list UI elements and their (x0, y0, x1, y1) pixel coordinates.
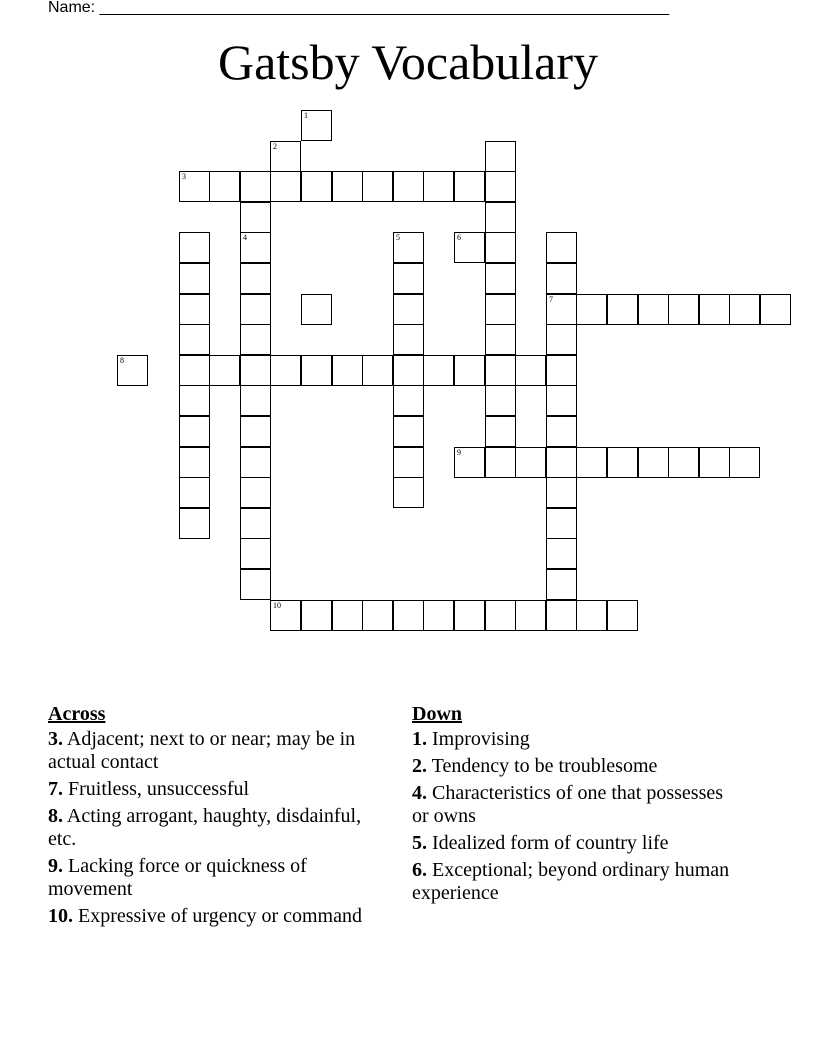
clue-down-2 (412, 755, 742, 778)
grid-cell[interactable] (332, 600, 363, 631)
grid-cell[interactable] (546, 385, 577, 416)
clue-number: 7. (48, 778, 63, 800)
clue-text: Improvising (432, 728, 530, 750)
grid-cell[interactable] (240, 294, 271, 325)
grid-cell[interactable] (179, 324, 210, 355)
grid-cell[interactable] (179, 416, 210, 447)
grid-cell[interactable] (607, 447, 638, 478)
clue-across-3 (48, 728, 378, 774)
grid-cell[interactable] (546, 355, 577, 386)
clue-down-1 (412, 728, 742, 751)
clue-down-6 (412, 859, 742, 905)
grid-cell[interactable] (393, 447, 424, 478)
grid-cell[interactable] (332, 171, 363, 202)
clue-across-9 (48, 855, 378, 901)
grid-cell[interactable] (362, 171, 393, 202)
clue-text: Fruitless, unsuccessful (68, 778, 250, 800)
clue-number-label: 9 (457, 448, 461, 457)
grid-cell[interactable] (454, 171, 485, 202)
grid-cell[interactable] (240, 447, 271, 478)
grid-cell[interactable] (393, 263, 424, 294)
grid-cell[interactable] (393, 600, 424, 631)
clue-text: Expressive of urgency or command (78, 905, 362, 927)
grid-cell[interactable] (240, 538, 271, 569)
grid-cell[interactable] (393, 416, 424, 447)
grid-cell[interactable] (638, 294, 669, 325)
page-title: Gatsby Vocabulary (217, 34, 599, 90)
grid-cell[interactable] (485, 263, 516, 294)
grid-cell[interactable] (301, 110, 332, 141)
grid-cell[interactable] (668, 447, 699, 478)
grid-cell[interactable] (546, 324, 577, 355)
grid-cell[interactable] (240, 477, 271, 508)
clue-text: Lacking force or quickness of movement (48, 855, 307, 900)
grid-cell[interactable] (393, 477, 424, 508)
clue-number: 5. (412, 832, 427, 854)
grid-cell[interactable] (393, 385, 424, 416)
clue-text: Acting arrogant, haughty, disdainful, etc. (48, 805, 362, 850)
grid-cell[interactable] (301, 355, 332, 386)
across-heading: Across (48, 703, 106, 725)
grid-cell[interactable] (546, 538, 577, 569)
grid-cell[interactable] (240, 416, 271, 447)
grid-cell[interactable] (546, 508, 577, 539)
grid-cell[interactable] (179, 447, 210, 478)
clue-text: Tendency to be troublesome (431, 755, 658, 777)
grid-cell[interactable] (546, 600, 577, 631)
grid-cell[interactable] (209, 355, 240, 386)
grid-cell[interactable] (179, 171, 210, 202)
clue-number-label: 5 (396, 233, 400, 242)
grid-cell[interactable] (515, 355, 546, 386)
clue-text: Adjacent; next to or near; may be in actual contact (48, 728, 356, 773)
grid-cell[interactable] (668, 294, 699, 325)
grid-cell[interactable] (332, 355, 363, 386)
clue-across-8 (48, 805, 378, 851)
grid-cell[interactable] (423, 171, 454, 202)
grid-cell[interactable] (240, 263, 271, 294)
grid-cell[interactable] (240, 171, 271, 202)
grid-cell[interactable] (240, 324, 271, 355)
grid-cell[interactable] (485, 294, 516, 325)
grid-cell[interactable] (393, 355, 424, 386)
clue-number: 3. (48, 728, 63, 750)
grid-cell[interactable] (454, 355, 485, 386)
grid-cell[interactable] (240, 355, 271, 386)
grid-cell[interactable] (607, 600, 638, 631)
grid-cell[interactable] (423, 600, 454, 631)
clue-number: 6. (412, 859, 427, 881)
grid-cell[interactable] (699, 447, 730, 478)
grid-cell[interactable] (607, 294, 638, 325)
grid-cell[interactable] (485, 232, 516, 263)
grid-cell[interactable] (729, 294, 760, 325)
grid-cell[interactable] (638, 447, 669, 478)
clue-text: Exceptional; beyond ordinary human experience (412, 859, 730, 904)
grid-cell[interactable] (393, 232, 424, 263)
down-heading: Down (412, 703, 463, 725)
grid-cell[interactable] (240, 202, 271, 233)
grid-cell[interactable] (546, 416, 577, 447)
grid-cell[interactable] (485, 202, 516, 233)
grid-cell[interactable] (546, 447, 577, 478)
grid-cell[interactable] (485, 447, 516, 478)
grid-cell[interactable] (546, 569, 577, 600)
grid-cell[interactable] (270, 171, 301, 202)
clue-number: 1. (412, 728, 427, 750)
grid-cell[interactable] (179, 263, 210, 294)
clue-down-5 (412, 832, 742, 855)
grid-cell[interactable] (270, 141, 301, 172)
grid-cell[interactable] (393, 324, 424, 355)
grid-cell[interactable] (546, 477, 577, 508)
grid-cell[interactable] (515, 447, 546, 478)
clue-number-label: 6 (457, 233, 461, 242)
grid-cell[interactable] (179, 355, 210, 386)
clue-number: 10. (48, 905, 73, 927)
grid-cell[interactable] (240, 569, 271, 600)
clue-number: 9. (48, 855, 63, 877)
clue-across-7 (48, 778, 378, 801)
grid-cell[interactable] (362, 355, 393, 386)
grid-cell[interactable] (485, 416, 516, 447)
grid-cell[interactable] (546, 232, 577, 263)
grid-cell[interactable] (362, 600, 393, 631)
clue-number-label: 7 (549, 295, 553, 304)
down-clues (412, 703, 742, 909)
grid-cell[interactable] (209, 171, 240, 202)
clue-number-label: 3 (182, 172, 186, 181)
grid-cell[interactable] (393, 171, 424, 202)
grid-cell[interactable] (576, 447, 607, 478)
grid-cell[interactable] (485, 355, 516, 386)
clue-down-4 (412, 782, 742, 828)
grid-cell[interactable] (179, 232, 210, 263)
grid-cell[interactable] (423, 355, 454, 386)
grid-cell[interactable] (301, 600, 332, 631)
grid-cell[interactable] (270, 600, 301, 631)
grid-cell[interactable] (301, 294, 332, 325)
clue-number: 2. (412, 755, 427, 777)
grid-cell[interactable] (179, 294, 210, 325)
clue-number: 8. (48, 805, 63, 827)
grid-cell[interactable] (240, 508, 271, 539)
grid-cell[interactable] (179, 508, 210, 539)
grid-cell[interactable] (576, 294, 607, 325)
clue-text: Idealized form of country life (432, 832, 669, 854)
grid-cell[interactable] (301, 171, 332, 202)
grid-cell[interactable] (485, 324, 516, 355)
across-clues (48, 703, 378, 932)
clue-number-label: 2 (273, 142, 277, 151)
grid-cell[interactable] (576, 600, 607, 631)
clue-across-10 (48, 905, 378, 928)
clue-text: Characteristics of one that possesses or owns (412, 782, 724, 827)
grid-cell[interactable] (270, 355, 301, 386)
clue-number-label: 8 (120, 356, 124, 365)
grid-cell[interactable] (454, 600, 485, 631)
grid-cell[interactable] (546, 263, 577, 294)
grid-cell[interactable] (485, 141, 516, 172)
grid-cell[interactable] (454, 447, 485, 478)
grid-cell[interactable] (485, 171, 516, 202)
grid-cell[interactable] (240, 385, 271, 416)
grid-cell[interactable] (729, 447, 760, 478)
clue-number: 4. (412, 782, 427, 804)
name-label: Name: (48, 0, 96, 16)
name-blank-line[interactable]: ________________________________________________________________ (99, 0, 670, 16)
grid-cell[interactable] (485, 600, 516, 631)
grid-cell[interactable] (393, 294, 424, 325)
grid-cell[interactable] (454, 232, 485, 263)
grid-cell[interactable] (546, 294, 577, 325)
grid-cell[interactable] (515, 600, 546, 631)
grid-cell[interactable] (760, 294, 791, 325)
clue-number-label: 10 (273, 601, 281, 610)
clue-number-label: 4 (243, 233, 247, 242)
grid-cell[interactable] (485, 385, 516, 416)
grid-cell[interactable] (699, 294, 730, 325)
grid-cell[interactable] (117, 355, 148, 386)
grid-cell[interactable] (179, 385, 210, 416)
grid-cell[interactable] (179, 477, 210, 508)
clue-number-label: 1 (304, 111, 308, 120)
grid-cell[interactable] (240, 232, 271, 263)
